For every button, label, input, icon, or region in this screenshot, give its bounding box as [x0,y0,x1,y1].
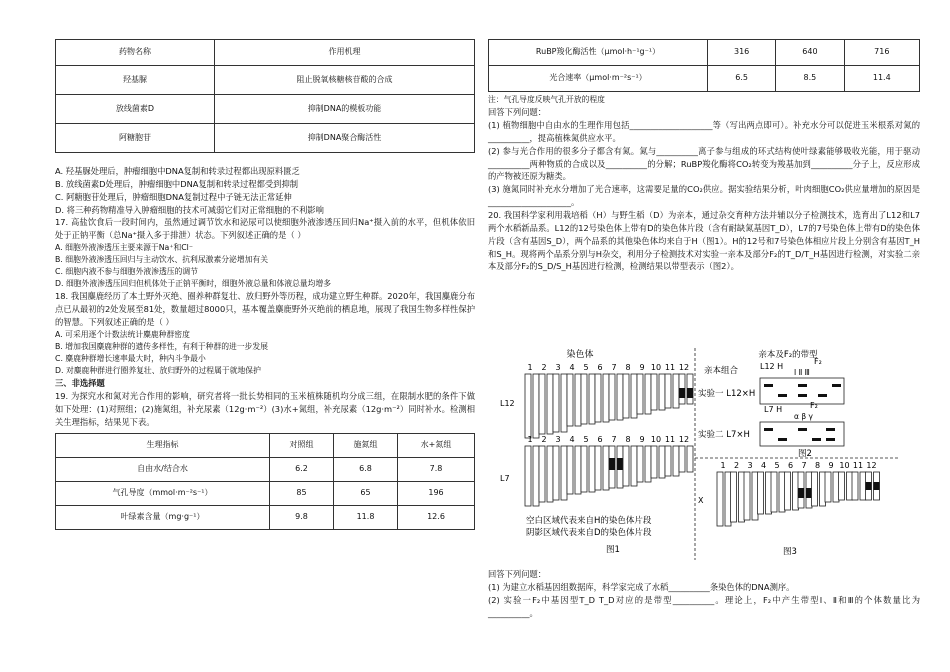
fig2-caption: 图2 [798,449,812,459]
phys-cell: 6.2 [270,457,334,481]
drug-table [55,39,475,153]
chromosome [833,472,839,502]
phys-cell: 640 [776,40,844,66]
q18-option: B. 增加我国麋鹿种群的遗传多样性，有利于种群的进一步发展 [55,342,269,352]
phys-cell: 叶绿素含量（mg·g⁻¹） [56,505,270,529]
chromosome [785,472,791,510]
chromosome-number: 2 [541,363,547,372]
chromosome [567,446,573,494]
chromosome [679,446,685,472]
chromosome-number: 1 [527,435,533,444]
chromosome [547,446,553,502]
phys-cell: 6.8 [334,457,398,481]
d-segment [679,388,685,398]
chromosome [651,374,657,410]
gel-box-exp2 [760,422,844,446]
chromosome-number: 3 [555,435,561,444]
phys-cell: 196 [398,481,475,505]
phys-cell: 自由水/结合水 [56,457,270,481]
chromosome-number: 8 [625,363,631,372]
chromosome [752,472,758,520]
chromosome-number: 3 [747,461,753,470]
row-label-l7: L7 [500,474,510,483]
drug-name-cell: 阿糖胞苷 [56,124,215,153]
chromosome-number: 6 [597,363,603,372]
chromosome [860,472,866,500]
drug-name-cell: 放线菌素D [56,95,215,124]
chromosome-number-row [527,435,689,444]
chromosome [839,472,845,500]
phys-table-header: 水+氮组 [398,433,475,457]
chromosome-number: 12 [866,461,877,470]
phys-cell: 716 [844,40,919,66]
gel-band [826,428,835,431]
chromosome [553,446,559,500]
chromosome-number: 11 [664,363,676,372]
chromosome-number: 2 [541,435,547,444]
chromosome [744,472,750,520]
q17-option: A. 细胞外液渗透压主要来源于Na⁺和Cl⁻ [55,243,193,253]
gel-band [818,394,827,397]
drug-mechanism-cell: 抑制DNA的模板功能 [215,95,475,124]
x-chromosomes [717,472,880,526]
chromosome-number: 2 [733,461,740,470]
chromosome-number: 4 [760,461,767,470]
q17-option: D. 细胞外液渗透压回归但机体处于正钠平衡时，细胞外液总量和体液总量均增多 [55,279,332,289]
chromosome-number: 11 [852,461,864,470]
physiology-table-continued [488,39,920,92]
chromosome [665,374,671,408]
chromosome [731,472,737,522]
d-segment [866,482,872,490]
chromosome [825,472,831,502]
chromosome [525,374,531,438]
chromosome [758,472,764,514]
phys-table-header: 生理指标 [56,433,270,457]
gel-band [798,394,807,397]
chromosome-number: 12 [678,435,690,444]
chromosome [659,446,665,478]
chromosome-number: 1 [720,461,726,470]
chromosome-number: 4 [569,363,575,372]
chromosome [525,446,531,506]
row-label-l12: L12 [500,399,515,408]
chromosome-number: 7 [611,435,617,444]
chromosome [581,446,587,492]
chromosome [687,446,693,472]
chromosome [617,374,623,420]
chromosome [645,374,651,414]
gel-band [764,428,773,431]
physiology-table [55,433,475,530]
phys-cell: 65 [334,481,398,505]
phys-cell: 9.8 [270,505,334,529]
q18-option: C. 麋鹿种群增长速率最大时，种内斗争最小 [55,354,206,364]
chromosome-number: 10 [650,435,662,444]
chromosome [725,472,731,526]
chromosome [539,374,545,434]
chromosome-number-row [720,461,876,470]
drug-mechanism-cell: 阻止脱氧核糖核苷酸的合成 [215,66,475,95]
chromosome [645,446,651,482]
chromosome [533,446,539,506]
fig1-title: 染色体 [566,350,594,360]
chromosome [589,446,595,492]
chromosome-number: 5 [583,435,589,444]
fig1-legend: 空白区域代表来自H的染色体片段 [526,516,652,526]
fig2-exp2-label: 实验二 L7×H [698,430,750,440]
q18-option: D. 对麋鹿种群进行圈养复壮、放归野外的过程属于就地保护 [55,366,261,376]
chromosome [673,446,679,476]
chromosome [575,374,581,426]
chromosome [847,472,853,500]
chromosome [820,472,826,506]
phys-cell: 11.8 [334,505,398,529]
chromosome [623,374,629,418]
chromosome [567,374,573,426]
table-note: 注：气孔导度反映气孔开放的程度 [488,95,605,104]
phys-table-header: 施氮组 [334,433,398,457]
chromosome [533,374,539,438]
fig2-exp1-f2: F₂ [814,357,822,366]
chromosome [561,374,567,432]
drug-name-cell: 羟基脲 [56,66,215,95]
chromosome-number: 6 [597,435,603,444]
chromosome-number: 7 [801,461,807,470]
chromosome [539,446,545,502]
d-segment [874,482,880,490]
fig2-exp2-f2: F₂ [810,401,818,410]
drug-mechanism-cell: 抑制DNA聚合酶活性 [215,124,475,153]
chromosome [547,374,553,434]
chromosome-number: 5 [583,363,589,372]
chromosome [603,374,609,422]
q16-option: A. 羟基脲处理后，肿瘤细胞中DNA复制和转录过程都出现原料匮乏 [55,166,300,176]
chromosome [812,472,818,506]
right-column [488,0,920,618]
q18-option: A. 可采用逐个计数法统计麋鹿种群密度 [55,330,190,340]
chromosome [637,374,643,414]
chromosome-number: 10 [650,363,662,372]
chromosome-number: 1 [527,363,533,372]
chromosome [603,446,609,490]
chromosome [631,446,637,486]
chromosome-number: 8 [625,435,631,444]
fig1-legend: 阴影区域代表来自D的染色体片段 [526,528,652,538]
chromosome [581,374,587,424]
phys-cell: 7.8 [398,457,475,481]
gel-band [798,428,807,431]
chromosome-number: 11 [664,435,676,444]
drug-table-header: 作用机理 [215,40,475,66]
chromosome [739,472,745,522]
chromosome [779,472,785,512]
phys-cell: 6.5 [708,66,776,92]
gel-band [778,394,787,397]
chromosome [609,374,615,420]
chromosome-number: 8 [814,461,821,470]
row-label-x: X [698,496,704,505]
chromosome [595,446,601,490]
phys-cell: 光合速率（μmol·m⁻²s⁻¹） [489,66,708,92]
chromosome [589,374,595,424]
answer-prompt: 回答下列问题： [488,107,547,118]
fig2-title: 亲本及F₂的带型 [758,350,818,360]
chromosome [659,374,665,410]
phys-cell: 11.4 [844,66,919,92]
chromosome [575,446,581,494]
q17-option: B. 细胞外液渗透压回归与主动饮水、抗利尿激素分泌增加有关 [55,255,269,265]
q17-option: C. 细胞内液不参与细胞外液渗透压的调节 [55,267,198,277]
fig2-exp2-top: L7 H [764,405,783,414]
d-segment [617,458,623,470]
chromosome [553,374,559,432]
q16-option: D. 将三种药物精准导入肿瘤细胞的技术可减弱它们对正常细胞的不利影响 [55,204,324,215]
chromosome [852,472,858,500]
q19-part1: (1) 植物细胞中自由水的生理作用包括____________________等（写出两点即可）。补充水分可以促进玉米根系对氮的__________，提高植株氮供应水平。 [488,119,920,143]
fig2-exp2-types: α β γ [794,412,813,421]
chromosome [766,472,772,514]
left-column [55,0,475,530]
chromosome [673,374,679,408]
gel-box-exp1 [760,378,844,404]
q17-stem: 17. 高盐饮食后一段时间内，虽然通过调节饮水和泌尿可以使细胞外液渗透压回归Na⁺摄入前的水平，但机体依旧处于正钠平衡（总Na⁺摄入多于排泄）状态。下列叙述正确的是（ ） [55,217,475,241]
d-segment [609,458,615,470]
gel-band [832,384,841,387]
fig3-caption: 图3 [783,547,797,557]
q20-part2: (2) 实验一F₂中基因型T_D T_D对应的是带型__________。理论上，F₂中产生带型Ⅰ、Ⅱ和Ⅲ的个体数量比为__________。 [488,594,920,618]
chromosome-number: 6 [787,461,794,470]
q20-part1: (1) 为建立水稻基因组数据库，科学家完成了水稻__________条染色体的DNA测序。 [488,581,795,592]
chromosome-number: 12 [678,363,690,372]
q16-option: B. 放线菌素D处理后，肿瘤细胞中DNA复制和转录过程都受到抑制 [55,178,299,189]
phys-cell: 85 [270,481,334,505]
chromosome [771,472,777,512]
q19-part2: (2) 参与光合作用的很多分子都含有氮。氮与__________离子参与组成的环式结构使叶绿素能够吸收光能，用于驱动__________两种物质的合成以及__________的分解；RuBP羧化酶将CO₂转变为羧基加到__________分子上，反应形成的产物被还原为糖类。 [488,145,920,182]
gel-band [798,384,807,387]
gel-band [826,438,835,441]
chromosome-number: 7 [611,363,617,372]
phys-cell: 12.6 [398,505,475,529]
d-segment [798,488,804,498]
fig2-exp1-label: 实验一 L12×H [698,389,756,399]
q19-stem: 19. 为探究水和氮对光合作用的影响，研究者将一批长势相同的玉米植株随机均分成三组，在限制水肥的条件下做如下处理：(1)对照组；(2)施氮组，补充尿素（12g·m⁻²）(3)水+氮组，补充尿素（12g·m⁻²）同时补水。检测相关生理指标，结果见下表。 [55,391,475,427]
chromosome [793,472,799,510]
chromosome [595,374,601,422]
chromosome [717,472,723,526]
gel-band [812,438,821,441]
chromosome-number: 9 [828,461,834,470]
chromosome-number: 10 [839,461,850,470]
phys-cell: 8.5 [776,66,844,92]
chromosome-number: 3 [555,363,561,372]
l7-chromosomes [525,446,693,506]
chromosome [651,446,657,478]
chromosome [665,446,671,476]
q16-option: C. 阿糖胞苷处理后，肿瘤细胞DNA复制过程中子链无法正常延伸 [55,191,292,202]
chromosome [561,446,567,500]
chromosome-number: 5 [774,461,780,470]
fig1-caption: 图1 [606,545,620,555]
q20-stem: 20. 我国科学家利用栽培稻（H）与野生稻（D）为亲本，通过杂交育种方法并辅以分子检测技术，选育出了L12和L7两个水稻新品系。L12的12号染色体上带有D的染色体片段（含有耐缺氮基因T_D），L7的7号染色体上带有D的染色体片段（含有基因S_D），两个品系的其他染色体均来自于H（图1）。H的12号和7号染色体相应片段上分别含有基因T_H和S_H。现将两个品系分别与H杂交，利用分子检测技术对实验一亲本及部分F₂的T_D/T_H基因进行检测，对实验二亲本及部分F₂的S_D/S_H基因进行检测，检测结果以带型表示（图2）。 [488,209,920,272]
chromosome-number: 9 [639,435,645,444]
fig2-exp1-top: L12 H [760,362,784,371]
phys-cell: 316 [708,40,776,66]
chromosome-figure [498,348,898,560]
phys-cell: RuBP羧化酶活性（μmol·h⁻¹g⁻¹） [489,40,708,66]
chromosome-number: 4 [569,435,575,444]
chromosome [631,374,637,418]
chromosome-number: 9 [639,363,645,372]
gel-band [764,384,773,387]
d-segment [806,488,812,498]
q18-stem: 18. 我国麋鹿经历了本土野外灭绝、圈养种群复壮、放归野外等历程，成功建立野生种群。2020年，我国麋鹿分布点已从最初的2处发展至81处，数量超过8000只，基本覆盖麋鹿野外灭绝前的栖息地，展现了我国生物多样性保护的智慧。下列叙述正确的是（ ） [55,291,475,328]
drug-table-header: 药物名称 [56,40,215,66]
gel-band [778,438,787,441]
phys-table-header: 对照组 [270,433,334,457]
section-heading: 三、非选择题 [55,378,105,389]
answer-prompt: 回答下列问题： [488,569,547,579]
fig2-parent-label: 亲本组合 [704,366,739,376]
d-segment [687,388,693,398]
chromosome-number-row [527,363,689,372]
q19-part3: (3) 施氮同时补充水分增加了光合速率，这需要足量的CO₂供应。据实验结果分析，叶肉细胞CO₂供应量增加的原因是____________________。 [488,184,920,208]
chromosome [623,446,629,486]
chromosome [637,446,643,482]
phys-cell: 气孔导度（mmol·m⁻²s⁻¹） [56,481,270,505]
l12-chromosomes [525,374,693,438]
fig2-exp1-types: Ⅰ Ⅱ Ⅲ [794,368,810,377]
